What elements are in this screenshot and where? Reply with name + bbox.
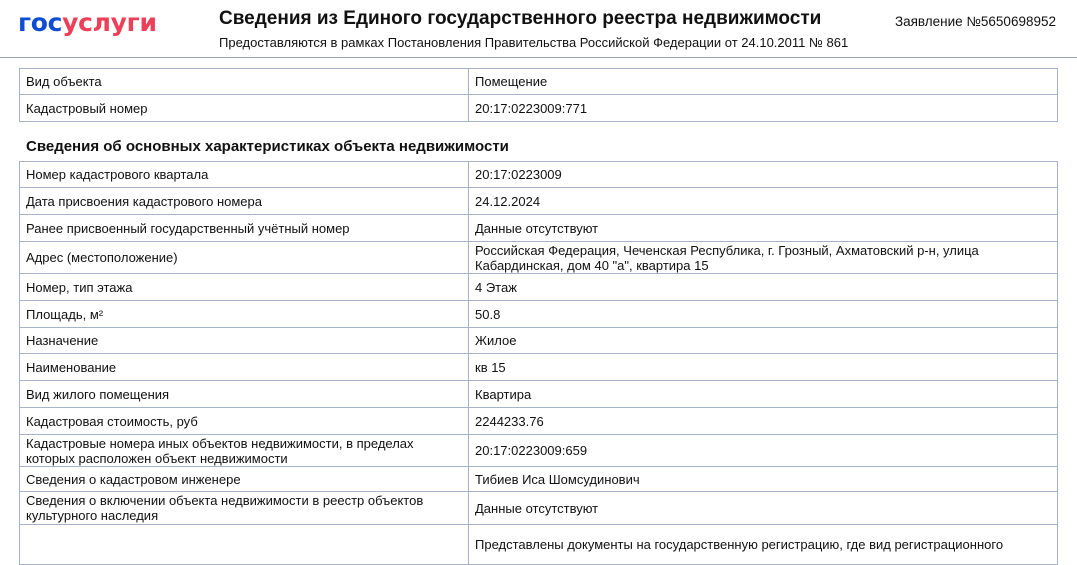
row-label: Адрес (местоположение) (20, 242, 469, 274)
row-label: Номер, тип этажа (20, 274, 469, 301)
row-label: Кадастровые номера иных объектов недвижимости, в пределах которых расположен объект недвижимости (20, 435, 469, 467)
row-label: Дата присвоения кадастрового номера (20, 188, 469, 215)
table-row (20, 95, 1058, 122)
row-label: Площадь, м² (20, 301, 469, 328)
table-row (20, 525, 1058, 565)
row-value: Квартира (469, 381, 1058, 408)
row-value: 4 Этаж (469, 274, 1058, 301)
table-row (20, 69, 1058, 95)
row-value: 50.8 (469, 301, 1058, 328)
row-label (20, 525, 469, 565)
section-heading: Сведения об основных характеристиках объекта недвижимости (26, 138, 509, 155)
row-label: Номер кадастрового квартала (20, 162, 469, 188)
table-row (20, 301, 1058, 328)
row-label: Сведения о включении объекта недвижимости в реестр объектов культурного наследия (20, 492, 469, 525)
row-value: Помещение (469, 69, 1058, 95)
table-row (20, 467, 1058, 492)
table-row (20, 162, 1058, 188)
row-label: Кадастровая стоимость, руб (20, 408, 469, 435)
row-value: Данные отсутствуют (469, 492, 1058, 525)
table-row (20, 215, 1058, 242)
row-value: Данные отсутствуют (469, 215, 1058, 242)
page-header (0, 0, 1077, 58)
table-row (20, 408, 1058, 435)
row-value: Жилое (469, 328, 1058, 354)
row-label: Вид объекта (20, 69, 469, 95)
row-label: Сведения о кадастровом инженере (20, 467, 469, 492)
table-row (20, 435, 1058, 467)
table-row (20, 274, 1058, 301)
object-info-table (19, 68, 1058, 122)
row-value: 24.12.2024 (469, 188, 1058, 215)
table-row (20, 188, 1058, 215)
table-row (20, 354, 1058, 381)
row-value: кв 15 (469, 354, 1058, 381)
document-title: Сведения из Единого государственного реестра недвижимости (219, 8, 822, 29)
row-label: Назначение (20, 328, 469, 354)
document-subtitle: Предоставляются в рамках Постановления Правительства Российской Федерации от 24.10.2011 № 861 (219, 35, 849, 50)
row-label: Наименование (20, 354, 469, 381)
table-row (20, 242, 1058, 274)
row-value: 20:17:0223009 (469, 162, 1058, 188)
row-value: 2244233.76 (469, 408, 1058, 435)
row-value: Представлены документы на государственную регистрацию, где вид регистрационного (469, 525, 1058, 565)
table-row (20, 381, 1058, 408)
table-row (20, 328, 1058, 354)
row-value: Тибиев Иса Шомсудинович (469, 467, 1058, 492)
characteristics-table (19, 161, 1058, 565)
row-label: Кадастровый номер (20, 95, 469, 122)
logo-part-uslugi: услуги (62, 8, 157, 37)
row-value: Российская Федерация, Чеченская Республика, г. Грозный, Ахматовский р-н, улица Кабардинская, дом 40 "а", квартира 15 (469, 242, 1058, 274)
row-label: Ранее присвоенный государственный учётный номер (20, 215, 469, 242)
logo-part-gos: гос (18, 8, 63, 37)
gosuslugi-logo[interactable] (18, 7, 157, 39)
row-value: 20:17:0223009:771 (469, 95, 1058, 122)
row-label: Вид жилого помещения (20, 381, 469, 408)
row-value: 20:17:0223009:659 (469, 435, 1058, 467)
table-row (20, 492, 1058, 525)
application-number: Заявление №5650698952 (894, 14, 1056, 29)
